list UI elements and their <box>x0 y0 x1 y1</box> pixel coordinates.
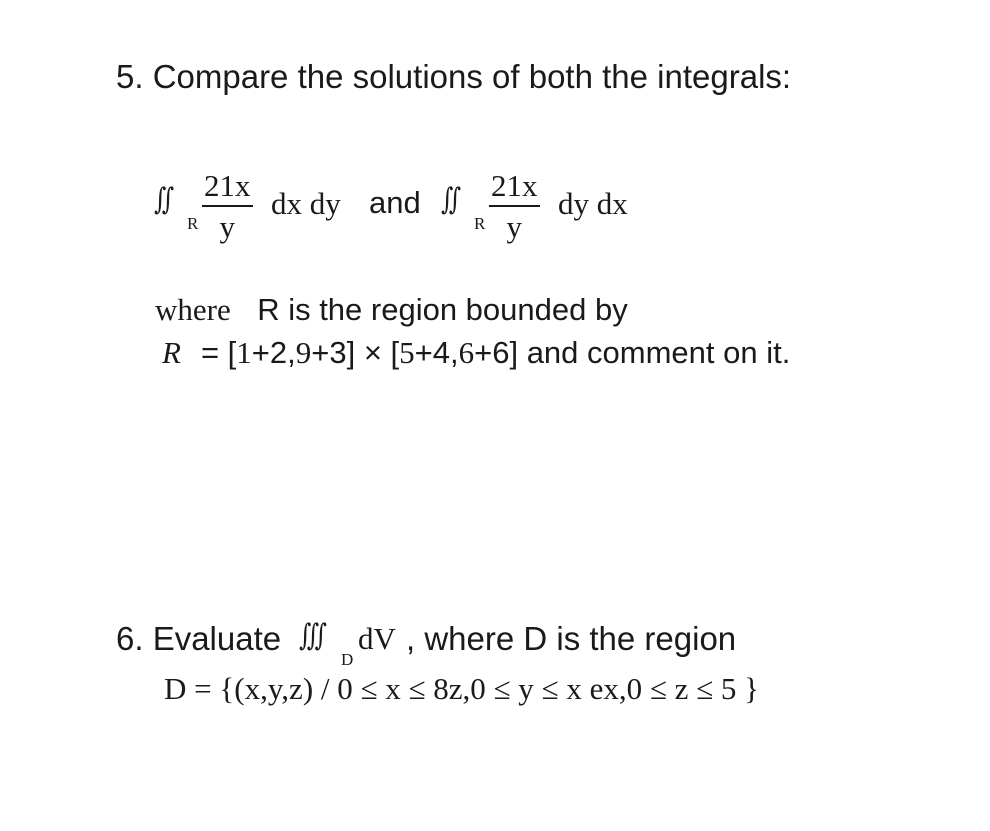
first-fraction-numerator: 21x <box>204 168 251 203</box>
second-integral-differentials: dy dx <box>558 186 628 221</box>
triple-integral-icon: ∭ <box>299 618 327 653</box>
where-word: where <box>155 292 231 327</box>
region-value: 5 <box>399 335 415 370</box>
region-value: 6 <box>458 335 475 370</box>
and-connector: and <box>369 185 421 220</box>
first-integral-differentials: dx dy <box>271 186 341 221</box>
region-part: +3] × [ <box>311 335 400 370</box>
question-6-heading <box>116 620 281 658</box>
triple-integral-subscript: D <box>341 650 354 669</box>
region-part: = [ <box>200 335 237 370</box>
where-description: R is the region bounded by <box>257 292 628 327</box>
region-part: +4, <box>414 335 459 370</box>
second-fraction-denominator: y <box>506 208 522 244</box>
triple-integral-differential: dV <box>358 621 396 656</box>
region-value: 1 <box>236 335 252 370</box>
second-fraction-numerator: 21x <box>491 168 538 203</box>
question-5-heading: 5. Compare the solutions of both the integrals: <box>116 58 792 95</box>
region-variable: R <box>162 335 181 370</box>
second-integral-fraction <box>489 170 540 242</box>
q6-domain-definition: D = {(x,y,z) / 0 ≤ x ≤ 8z,0 ≤ y ≤ x ex,0 ≤ z ≤ 5 } <box>164 671 759 706</box>
region-part: +2, <box>251 335 296 370</box>
question-6-prefix: 6. Evaluate <box>116 620 282 657</box>
double-integral-icon: ∬ <box>441 182 461 217</box>
region-value: 9 <box>295 335 312 370</box>
first-integral-fraction <box>202 170 253 242</box>
region-part: +6] and comment on it. <box>474 335 791 370</box>
second-integral-subscript: R <box>474 214 486 233</box>
double-integral-icon: ∬ <box>154 182 174 217</box>
first-fraction-denominator: y <box>219 208 235 244</box>
first-integral-subscript: R <box>187 214 199 233</box>
question-6-suffix: , where D is the region <box>406 620 737 657</box>
region-definition-line <box>162 335 790 371</box>
where-line <box>155 292 628 328</box>
